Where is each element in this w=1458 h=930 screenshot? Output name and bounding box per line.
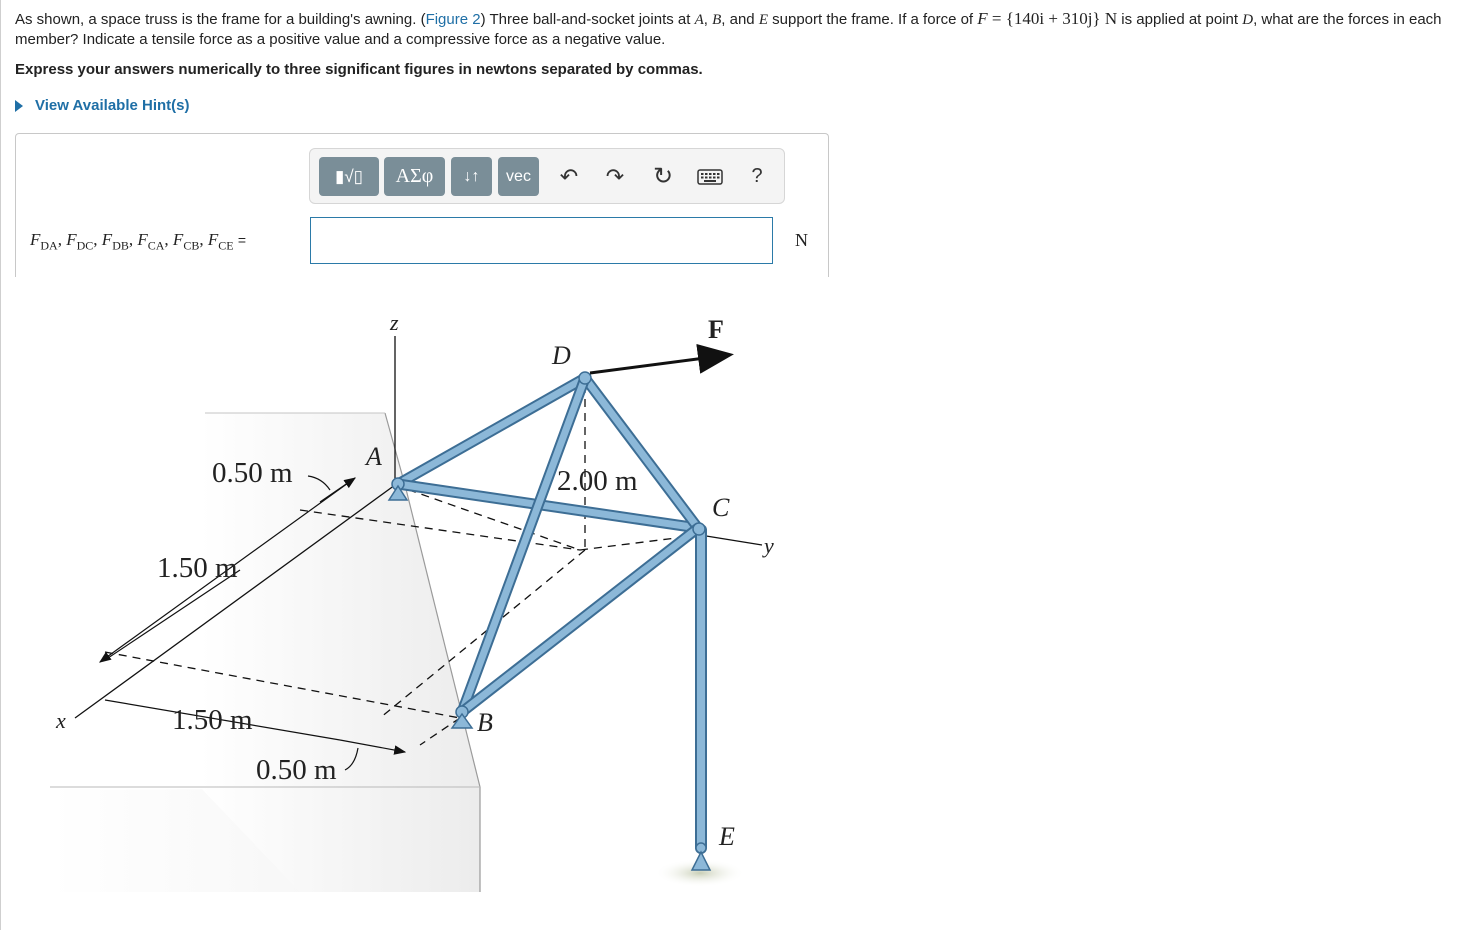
force-f-arrow bbox=[590, 355, 728, 373]
redo-icon[interactable] bbox=[602, 157, 628, 196]
instructions: Express your answers numerically to three significant figures in newtons separated by commas. bbox=[15, 61, 703, 78]
label-f: F bbox=[172, 230, 184, 249]
axis-y-label: y bbox=[764, 533, 774, 558]
label-sub-cb: CB bbox=[183, 238, 200, 253]
keyboard-icon[interactable] bbox=[695, 157, 725, 196]
expand-triangle-icon bbox=[15, 100, 23, 112]
answer-label: $F_{DA}$, $F_{DC}$, $F_{DB}$, $F_{CA}$, $F_{CB}$, $F_{CE}$ = bbox=[30, 230, 246, 253]
truss-figure bbox=[0, 280, 840, 920]
sort-button-label: ↓↑ bbox=[463, 167, 480, 185]
label-sub-ca: CA bbox=[147, 238, 165, 253]
problem-text-5: , what are the forces in each member? Indicate a tensile force as a positive value and a compressive force as a negative value. bbox=[15, 11, 1442, 48]
vec-button[interactable] bbox=[498, 157, 539, 196]
greek-symbols-button[interactable] bbox=[384, 157, 445, 196]
label-sub-ce: CE bbox=[218, 238, 234, 253]
label-sub-db: DB bbox=[112, 238, 129, 253]
label-sub-dc: DC bbox=[76, 238, 94, 253]
undo-glyph: ↶ bbox=[559, 163, 579, 189]
math-toolbar bbox=[309, 148, 785, 204]
problem-text-4: is applied at point bbox=[1117, 11, 1243, 28]
undo-icon[interactable] bbox=[556, 157, 582, 196]
view-hints-link[interactable] bbox=[15, 97, 190, 114]
answer-input[interactable] bbox=[310, 217, 773, 264]
template-button[interactable] bbox=[319, 157, 379, 196]
joint-b-label: B bbox=[712, 12, 722, 28]
reset-icon[interactable] bbox=[650, 157, 676, 196]
problem-text-1: As shown, a space truss is the frame for a building's awning. ( bbox=[15, 11, 426, 28]
force-f-label: F bbox=[708, 315, 724, 344]
point-a-label: A bbox=[366, 442, 382, 471]
label-f: F bbox=[137, 230, 148, 249]
problem-text-2: ) Three ball-and-socket joints at bbox=[480, 11, 695, 28]
joint-c bbox=[693, 523, 705, 535]
unit-label: N bbox=[795, 230, 808, 250]
force-expression: = {140i + 310j} N bbox=[987, 9, 1118, 28]
label-f: F bbox=[66, 230, 77, 249]
dim-bottom-050: 0.50 m bbox=[256, 754, 337, 786]
dim-left-150: 1.50 m bbox=[157, 552, 238, 584]
point-d-figure-label: D bbox=[552, 341, 571, 370]
help-glyph: ? bbox=[751, 165, 763, 187]
axis-z-label: z bbox=[390, 310, 399, 335]
problem-text-3: support the frame. If a force of bbox=[767, 11, 978, 28]
axis-x-label: x bbox=[56, 708, 66, 733]
reset-glyph: ↻ bbox=[652, 163, 674, 190]
problem-sep-1: , bbox=[703, 11, 713, 28]
joint-e-label: E bbox=[758, 12, 768, 28]
label-sub-da: DA bbox=[40, 238, 58, 253]
point-e-label: E bbox=[719, 822, 735, 851]
greek-button-label: ΑΣφ bbox=[395, 165, 434, 187]
joint-a-label: A bbox=[694, 12, 704, 28]
template-button-label: ▮√▯ bbox=[334, 166, 364, 186]
dim-bottom-150: 1.50 m bbox=[172, 704, 253, 736]
joint-d bbox=[579, 372, 591, 384]
y-axis bbox=[700, 535, 762, 545]
label-f: F bbox=[207, 230, 219, 249]
figure-link[interactable]: Figure 2 bbox=[425, 11, 481, 28]
view-hints-label: View Available Hint(s) bbox=[35, 97, 190, 114]
label-equals: = bbox=[237, 232, 246, 248]
sort-button[interactable] bbox=[451, 157, 492, 196]
problem-sep-2: , and bbox=[721, 11, 759, 28]
dim-top-050: 0.50 m bbox=[212, 457, 293, 489]
point-c-label: C bbox=[712, 493, 730, 522]
label-f: F bbox=[30, 230, 41, 249]
redo-glyph: ↷ bbox=[605, 163, 625, 189]
help-button[interactable] bbox=[746, 157, 768, 196]
point-d-label: D bbox=[1242, 12, 1254, 28]
point-b-label: B bbox=[477, 708, 493, 737]
keyboard-glyph bbox=[697, 169, 723, 185]
problem-statement bbox=[15, 9, 1445, 50]
dim-height-200: 2.00 m bbox=[557, 465, 638, 497]
force-variable: F bbox=[977, 9, 988, 28]
vec-button-label: vec bbox=[506, 167, 531, 185]
label-f: F bbox=[101, 230, 113, 249]
